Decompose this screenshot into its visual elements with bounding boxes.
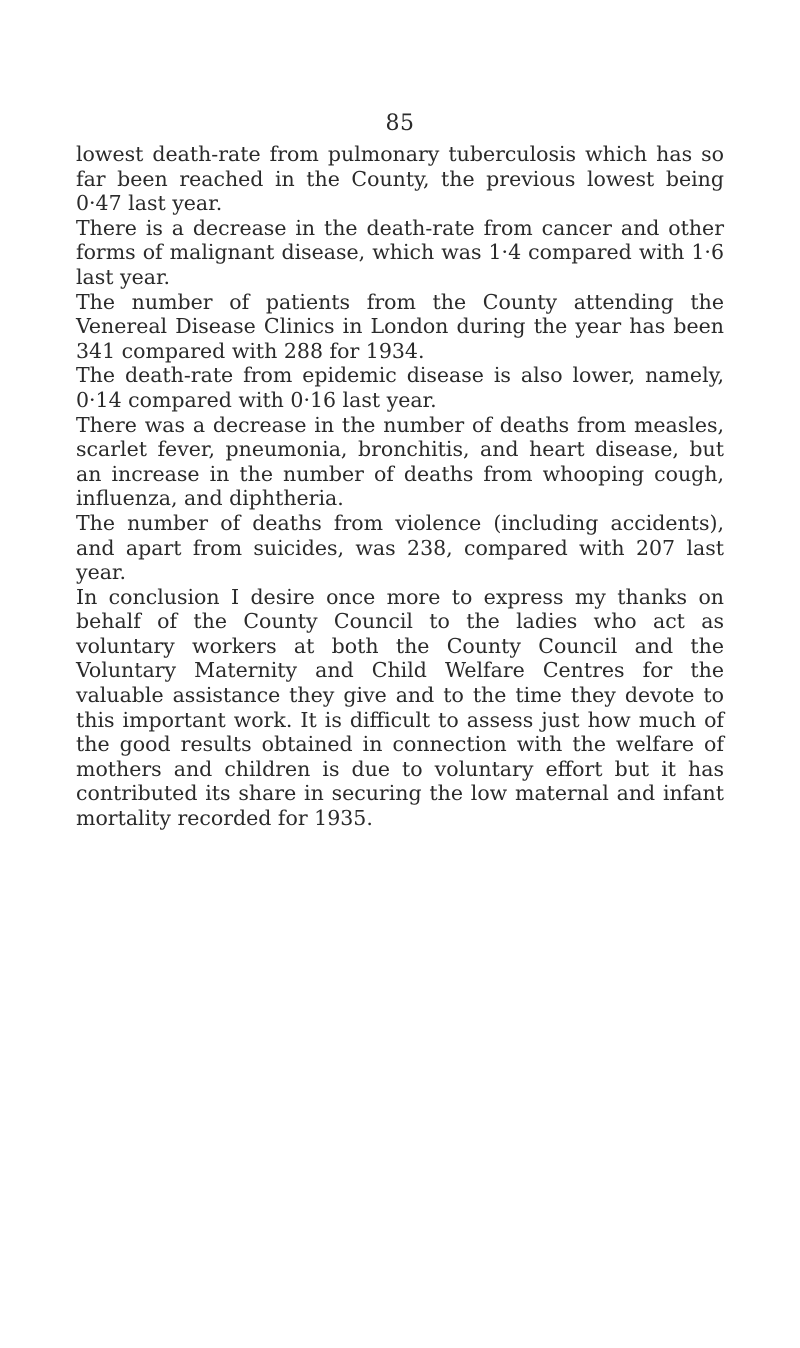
paragraph-cancer: There is a decrease in the death-rate from cancer and other forms of malignant disease, which was 1·4 compared with 1·6 last year. xyxy=(76,215,724,289)
body-text xyxy=(76,142,724,831)
paragraph-tuberculosis: lowest death-rate from pulmonary tuberculosis which has so far been reached in the County, the previous lowest being 0·47 last year. xyxy=(76,142,724,216)
paragraph-venereal-disease: The number of patients from the County attending the Venereal Disease Clinics in London during the year has been 341 compared with 288 for 1934. xyxy=(76,289,724,363)
page-number: 85 xyxy=(385,111,415,136)
paragraph-violence: The number of deaths from violence (including accidents), and apart from suicides, was 238, compared with 207 last year. xyxy=(76,510,724,585)
paragraph-epidemic-disease: The death-rate from epidemic disease is also lower, namely, 0·14 compared with 0·16 last year. xyxy=(76,363,724,412)
paragraph-deaths-by-disease: There was a decrease in the number of deaths from measles, scarlet fever, pneumonia, bronchitis, and heart disease, but an increase in the number of deaths from whooping cough, influenza, and diphtheria. xyxy=(76,412,724,511)
paragraph-conclusion: In conclusion I desire once more to express my thanks on behalf of the County Council to the ladies who act as voluntary workers at both the County Council and the Voluntary Maternity and Child Welfare Centres for the valuable assistance they give and to the time they devote to this important work. It is difficult to assess just how much of the good results obtained in connection with the welfare of mothers and children is due to voluntary effort but it has contributed its share in securing the low maternal and infant mortality recorded for 1935. xyxy=(76,584,724,831)
